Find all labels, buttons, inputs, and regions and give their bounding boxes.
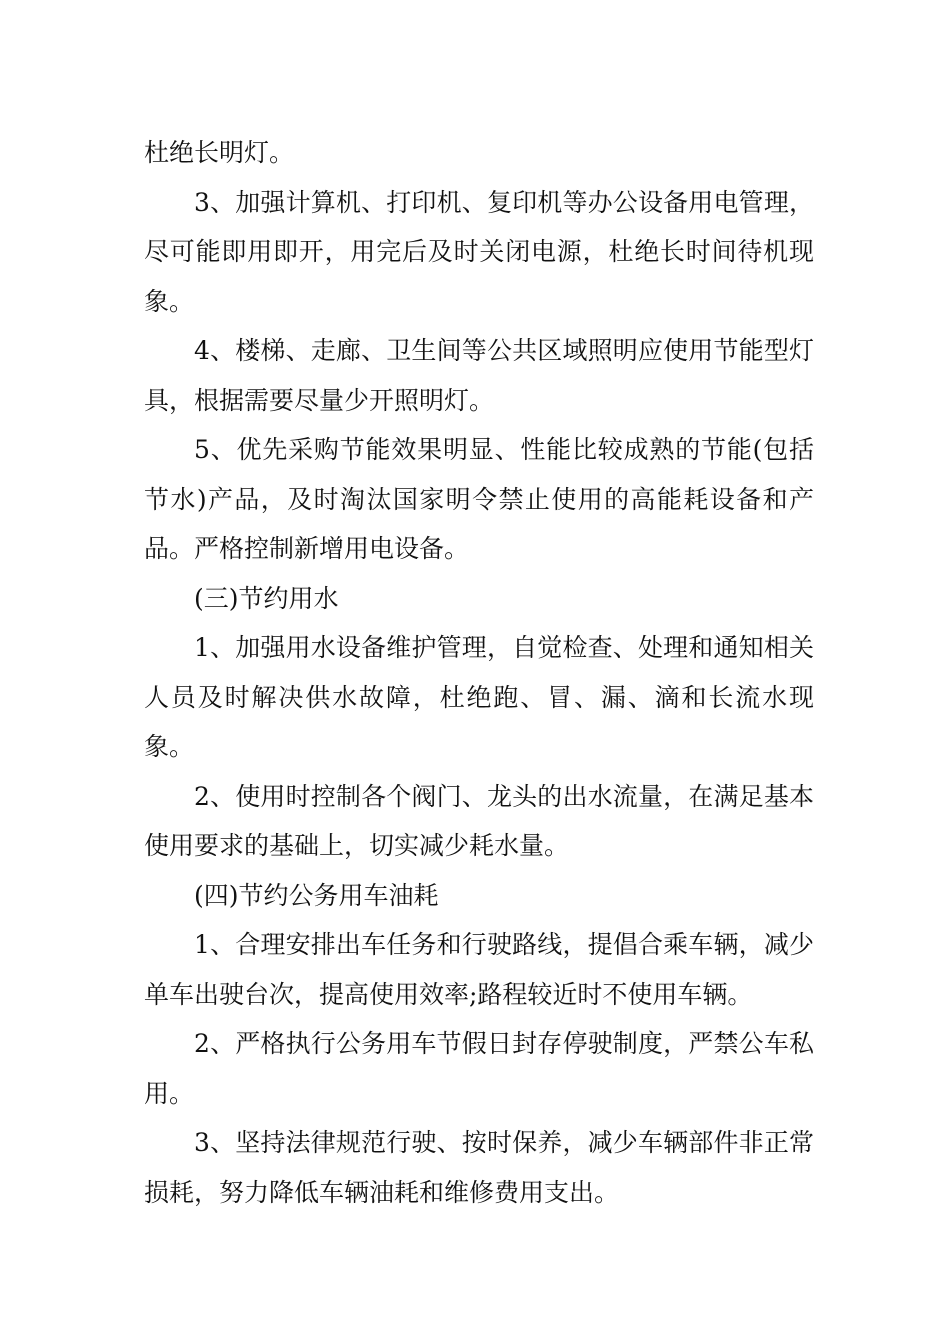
section-heading-water: (三)节约用水 xyxy=(194,583,339,613)
paragraph-water-item-2: 2、使用时控制各个阀门、龙头的出水流量，在满足基本使用要求的基础上，切实减少耗水量。 xyxy=(144,781,814,860)
paragraph-water-item-1: 1、加强用水设备维护管理，自觉检查、处理和通知相关人员及时解决供水故障，杜绝跑、冒、漏、滴和长流水现象。 xyxy=(144,633,814,761)
paragraph-vehicle-item-1: 1、合理安排出车任务和行驶路线，提倡合乘车辆，减少单车出驶台次，提高使用效率;路程较近时不使用车辆。 xyxy=(144,930,814,1009)
section-heading-vehicle-fuel: (四)节约公务用车油耗 xyxy=(194,880,439,910)
paragraph-item-4-public-lighting: 4、楼梯、走廊、卫生间等公共区域照明应使用节能型灯具，根据需要尽量少开照明灯。 xyxy=(144,336,814,415)
paragraph-continuation: 杜绝长明灯。 xyxy=(144,138,295,167)
paragraph-item-5-procurement: 5、优先采购节能效果明显、性能比较成熟的节能(包括节水)产品，及时淘汰国家明令禁止使用的高能耗设备和产品。严格控制新增用电设备。 xyxy=(144,435,814,563)
paragraph-vehicle-item-2: 2、严格执行公务用车节假日封存停驶制度，严禁公车私用。 xyxy=(144,1029,814,1108)
paragraph-vehicle-item-3: 3、坚持法律规范行驶、按时保养，减少车辆部件非正常损耗，努力降低车辆油耗和维修费用支出。 xyxy=(144,1128,814,1207)
paragraph-item-3-office-equipment: 3、加强计算机、打印机、复印机等办公设备用电管理，尽可能即用即开，用完后及时关闭电源，杜绝长时间待机现象。 xyxy=(144,187,814,316)
document-body xyxy=(144,128,814,1217)
